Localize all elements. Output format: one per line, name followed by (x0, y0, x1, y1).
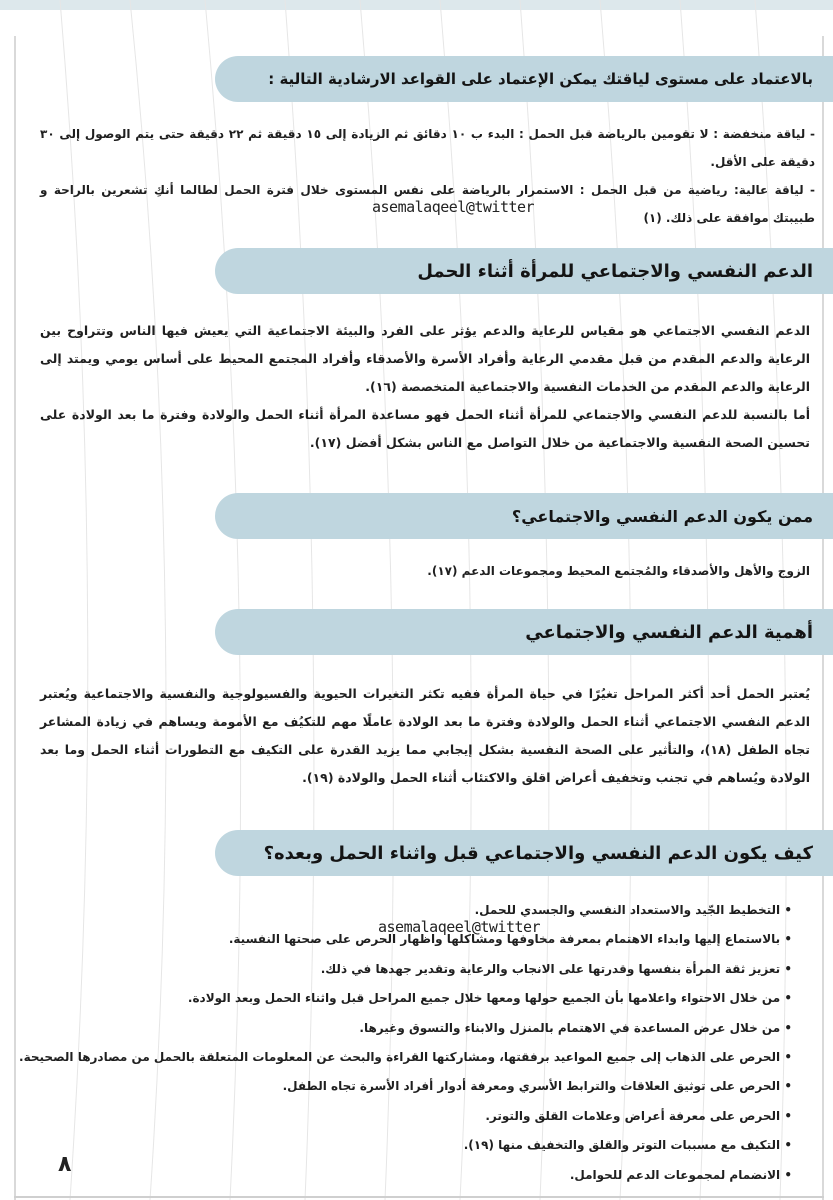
page-number: ٨ (58, 1152, 72, 1177)
list-item: • الحرص على توثيق العلاقات والترابط الأسري ومعرفة أدوار أفراد الأسرة تجاه الطفل. (282, 1079, 792, 1094)
section-psychosocial-support-heading (215, 248, 833, 294)
watermark-top: asemalaqeel@twitter (372, 198, 535, 216)
low-fitness-text: - لياقة منخفضة : لا تقومين بالرياضة قبل الحمل : البدء ب ١٠ دقائق ثم الزيادة إلى ١٥ دقيقة ثم ٢٢ دقيقة حتى يتم الوصول إلى ٣٠ دقيقة على الأقل. (40, 127, 816, 169)
list-item: • الحرص على معرفة أعراض وعلامات القلق والتوتر. (485, 1108, 792, 1123)
section3-para: يُعتبر الحمل أحد أكثر المراحل تغيُرًا في حياة المرأة ففيه تكثر التغيرات الحيوية والفسيولوجية والنفسية والاجتماعية ويُعتبر الدعم النفسي الاجتماعي أثناء الحمل والولادة وفترة ما بعد الولادة عاملًا مهم للتكيُف مع الأمومة ويساهم في زيادة المشاعر تجاه الطفل (١٨)، والتأثير على الصحة النفسية بشكل إيجابي مما يزيد القدرة على التكيف مع التطورات أثناء الحمل وما بعد الولادة ويُساهم في تجنب وتخفيف أعراض اقلق والاكتئاب أثناء الحمل والولادة (١٩). (40, 686, 810, 785)
section2-para: الزوج والأهل والأصدقاء والمُجتمع المحيط ومجموعات الدعم (١٧). (427, 564, 810, 578)
support-methods-list (19, 896, 792, 1190)
list-item: • الانضمام لمجموعات الدعم للحوامل. (569, 1167, 792, 1182)
section1-heading-text: الدعم النفسي والاجتماعي للمرأة أثناء الحمل (417, 260, 813, 282)
list-item: • التخطيط الجّيد والاستعداد النفسي والجسدي للحمل. (474, 903, 792, 917)
intro-heading (215, 56, 833, 102)
section2-body (40, 557, 810, 585)
section4-heading-text: كيف يكون الدعم النفسي والاجتماعي قبل واثناء الحمل وبعده؟ (263, 842, 813, 864)
watermark-bottom: asemalaqeel@twitter (378, 918, 541, 936)
list-item: • التكيف مع مسببات التوتر والقلق والتخفيف منها (١٩). (463, 1138, 792, 1153)
list-item: • تعزيز ثقة المرأة بنفسها وقدرتها على الانجاب والرعاية وتقدير جهدها في ذلك. (320, 961, 792, 976)
section1-body (40, 317, 810, 457)
list-item: • من خلال عرض المساعدة في الاهتمام بالمنزل والابناء والتسوق وغيرها. (359, 1020, 792, 1035)
section-support-sources-heading (215, 493, 833, 539)
page-frame-left (14, 36, 16, 1200)
section1-para2: أما بالنسبة للدعم النفسي والاجتماعي للمرأة أثناء الحمل فهو مساعدة المرأة أثناء الحمل والولادة وفترة ما بعد الولادة على تحسين الصحة النفسية والاجتماعية من خلال التواصل مع الناس بشكل أفضل (١٧). (40, 407, 810, 450)
page-frame-bottom (14, 1196, 824, 1198)
list-item: • من خلال الاحتواء واعلامها بأن الجميع حولها ومعها خلال جميع المراحل قبل واثناء الحمل وبعد الولادة. (187, 991, 792, 1006)
section1-para1: الدعم النفسي الاجتماعي هو مقياس للرعاية والدعم يؤثر على الفرد والبيئة الاجتماعية التي يعيش فيها الناس وتتراوح بين الرعاية والدعم المقدم من قبل مقدمي الرعاية وأفراد الأسرة والأصدقاء وأفراد المجتمع المحيط على أساس يومي ويمتد إلى الرعاية والدعم المقدم من الخدمات النفسية والاجتماعية المتخصصة (١٦). (40, 323, 810, 394)
section3-heading-text: أهمية الدعم النفسي والاجتماعي (525, 621, 813, 643)
section3-body (40, 680, 810, 792)
list-item: • بالاستماع إليها وابداء الاهتمام بمعرفة مخاوفها ومشاكلها واظهار الحرص على صحتها النفسية. (228, 932, 792, 947)
section2-heading-text: ممن يكون الدعم النفسي والاجتماعي؟ (511, 506, 813, 526)
section-how-to-support-heading (215, 830, 833, 876)
high-fitness-text: - لياقة عالية: رياضية من قبل الحمل : الاستمرار بالرياضة على نفس المستوى خلال فترة الحمل لطالما أنكِ تشعرين بالراحة و طبيبتك موافقة على ذلك. (١) (40, 183, 815, 225)
intro-heading-text: بالاعتماد على مستوى لياقتك يمكن الإعتماد على القواعد الارشادية التالية : (268, 70, 813, 88)
section-importance-heading (215, 609, 833, 655)
list-item: • الحرص على الذهاب إلى جميع المواعيد برفقتها، ومشاركتها القراءة والبحث عن المعلومات المتعلقة بالحمل من مصادرها الصحيحة. (19, 1049, 792, 1064)
